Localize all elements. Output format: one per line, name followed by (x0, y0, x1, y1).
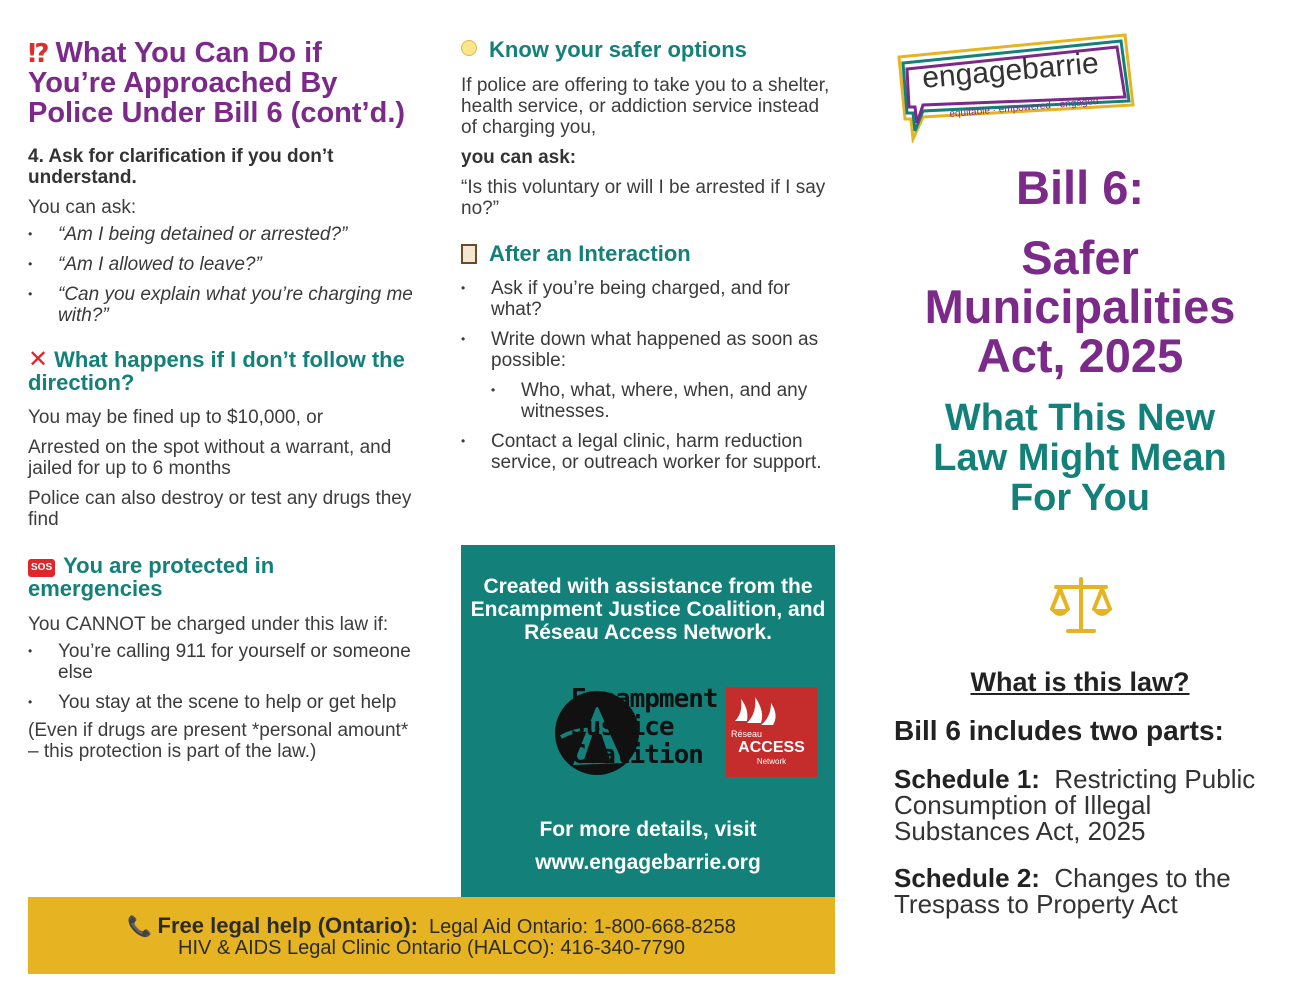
sos-icon: SOS (28, 559, 55, 577)
list-item: • “Am I being detained or arrested?” (28, 224, 413, 245)
credit-text: Created with assistance from the Encampment Justice Coalition, and Réseau Access Network. (470, 575, 826, 644)
credit-box (461, 545, 835, 897)
section-title: ⁉ What You Can Do if You’re Approached By Police Under Bill 6 (cont’d.) (28, 37, 406, 129)
phone-icon: 📞 (127, 916, 152, 938)
logo-tagline: equitable · empowered · engaged (949, 95, 1099, 120)
halco-phone[interactable]: HIV & AIDS Legal Clinic Ontario (HALCO): 416-340-7790 (178, 937, 685, 959)
logo-name: engagebarrie (920, 46, 1100, 95)
list-item: • “Can you explain what you’re charging me with?” (28, 284, 413, 326)
parts-heading: Bill 6 includes two parts: (894, 715, 1224, 746)
list-item: • Contact a legal clinic, harm reduction service, or outreach worker for support. (461, 431, 836, 473)
scales-of-justice-icon (1048, 575, 1114, 637)
clipboard-icon (461, 244, 477, 264)
column-middle (461, 38, 836, 482)
engagebarrie-logo (893, 31, 1138, 143)
exclamation-question-icon: ⁉ (28, 38, 50, 68)
more-details: For more details, visit (539, 818, 757, 841)
cross-icon: ✕ (28, 346, 49, 373)
reseau-access-logo (726, 687, 817, 777)
legal-aid-phone[interactable]: Legal Aid Ontario: 1-800-668-8258 (429, 916, 736, 938)
schedule-1: Schedule 1: Restricting Public Consumption of Illegal Substances Act, 2025 (894, 764, 1256, 846)
ejc-logo-text: Encampment Justice Coalition (571, 684, 718, 770)
list-item: • “Am I allowed to leave?” (28, 254, 413, 275)
options-quote: “Is this voluntary or will I be arrested if I say no?” (461, 177, 826, 219)
you-can-ask: You can ask: (28, 197, 137, 218)
after-heading: After an Interaction (461, 242, 836, 266)
list-item: • Ask if you’re being charged, and for what? (461, 278, 836, 320)
lightbulb-icon (461, 40, 477, 56)
column-left (28, 38, 413, 762)
direction-body-2: Arrested on the spot without a warrant, and jailed for up to 6 months (28, 437, 392, 479)
options-body: If police are offering to take you to a shelter, health service, or addiction service instead of charging you, (461, 75, 830, 138)
protected-intro: You CANNOT be charged under this law if: (28, 614, 389, 635)
encampment-justice-coalition-logo (479, 685, 719, 780)
list-item: • You stay at the scene to help or get help (28, 692, 413, 713)
protected-heading: SOS You are protected in emergencies (28, 553, 275, 601)
direction-body-3: Police can also destroy or test any drugs they find (28, 488, 412, 530)
bill-title: Bill 6: (1016, 161, 1144, 214)
list-item: • You’re calling 911 for yourself or someone else (28, 641, 413, 683)
legal-help-footer (28, 897, 835, 974)
reseau-network-text: Network (756, 757, 787, 766)
protected-list (28, 641, 413, 713)
reseau-access-text: ACCESS (738, 739, 805, 756)
direction-body-1: You may be fined up to $10,000, or (28, 407, 324, 428)
website-link[interactable]: www.engagebarrie.org (535, 851, 761, 874)
act-title: Safer Municipalities Act, 2025 (924, 231, 1236, 382)
what-is-heading: What is this law? (970, 667, 1190, 697)
reseau-small: Réseau (731, 729, 763, 739)
list-item: • Write down what happened as soon as possible: (461, 329, 836, 371)
options-ask: you can ask: (461, 147, 577, 168)
options-heading: Know your safer options (461, 38, 836, 62)
protected-note: (Even if drugs are present *personal amount* – this protection is part of the law.) (28, 720, 409, 762)
after-list (461, 278, 836, 473)
subtitle: What This New Law Might Mean For You (933, 397, 1227, 519)
direction-heading: ✕ What happens if I don’t follow the direction? (28, 346, 405, 395)
footer-label: Free legal help (Ontario): (157, 913, 418, 938)
flame-logo-icon (731, 695, 781, 729)
question-list (28, 224, 413, 326)
schedule-2: Schedule 2: Changes to the Trespass to Property Act (894, 863, 1231, 919)
footer-line-1 (28, 915, 835, 938)
clarify-heading: 4. Ask for clarification if you don’t understand. (28, 146, 334, 188)
list-item-sub: • Who, what, where, when, and any witnesses. (491, 380, 836, 422)
